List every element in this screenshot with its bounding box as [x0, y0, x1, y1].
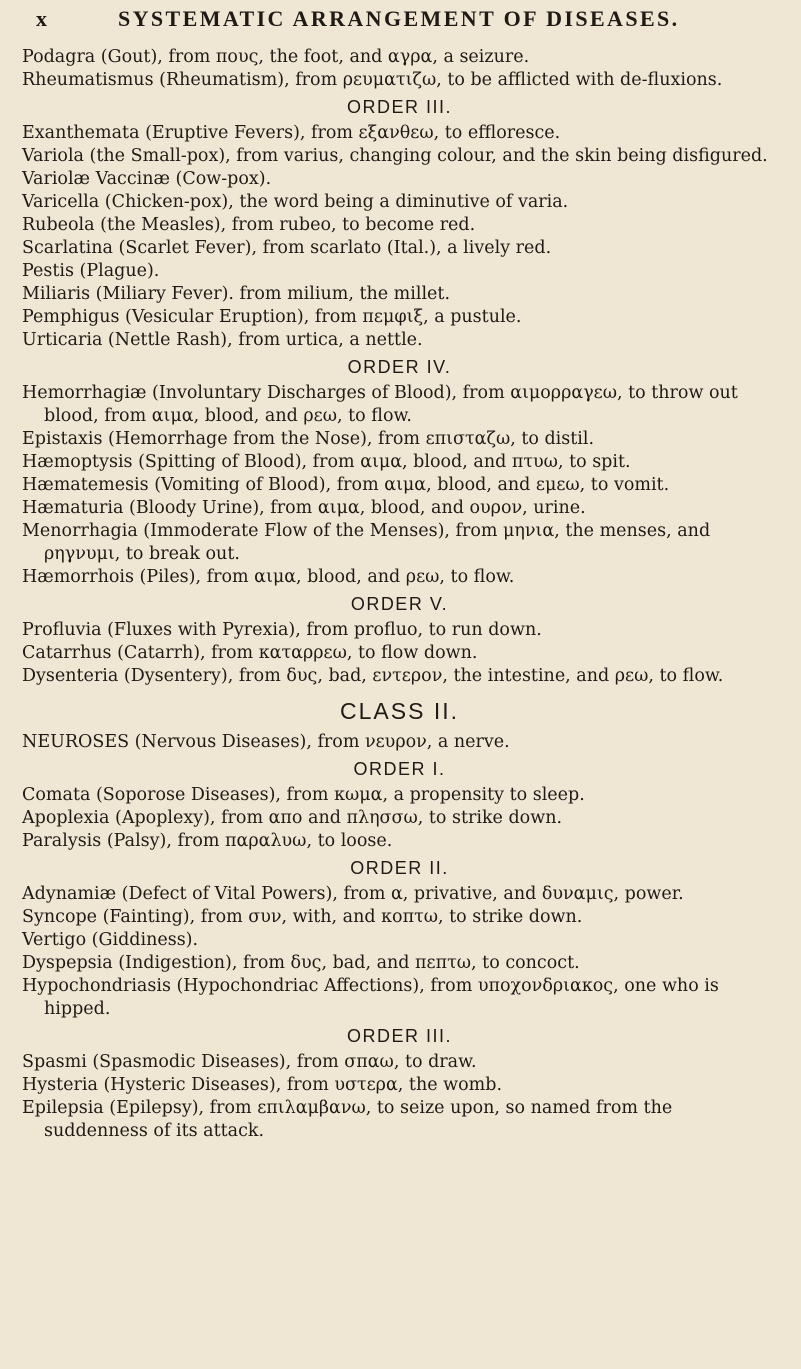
disease-entry: Variola (the Small-pox), from varius, changing colour, and the skin being disfigured.: [22, 146, 768, 166]
disease-entry: Profluvia (Fluxes with Pyrexia), from profluo, to run down.: [22, 620, 542, 640]
disease-entry: Epilepsia (Epilepsy), from επιλαμβανω, to seize upon, so named from the suddenness of its attack.: [22, 1098, 673, 1141]
order-heading: ORDER IV.: [347, 357, 452, 377]
disease-entry: Hæmoptysis (Spitting of Blood), from αιμα, blood, and πτυω, to spit.: [22, 452, 631, 472]
running-header: [22, 6, 777, 46]
class-heading: CLASS II.: [340, 698, 459, 724]
disease-entry: Rheumatismus (Rheumatism), from ρευματιζω, to be afflicted with de-fluxions.: [22, 70, 723, 90]
page-body: [22, 46, 777, 1143]
disease-entry: NEUROSES (Nervous Diseases), from νευρον, a nerve.: [22, 732, 510, 752]
disease-entry: Paralysis (Palsy), from παραλυω, to loose.: [22, 831, 393, 851]
disease-entry: Varicella (Chicken-pox), the word being a diminutive of varia.: [22, 192, 569, 212]
page-marker: x: [36, 6, 47, 31]
order-heading: ORDER I.: [353, 759, 446, 779]
disease-entry: Hypochondriasis (Hypochondriac Affections), from υποχονδριακος, one who is hipped.: [22, 976, 719, 1019]
disease-entry: Dyspepsia (Indigestion), from δυς, bad, and πεπτω, to concoct.: [22, 953, 580, 973]
disease-entry: Hæmorrhois (Piles), from αιμα, blood, and ρεω, to flow.: [22, 567, 515, 587]
disease-entry: Variolæ Vaccinæ (Cow-pox).: [22, 169, 272, 189]
disease-entry: Pestis (Plague).: [22, 261, 160, 281]
order-heading: ORDER III.: [346, 97, 452, 117]
disease-entry: Scarlatina (Scarlet Fever), from scarlato (Ital.), a lively red.: [22, 238, 552, 258]
disease-entry: Podagra (Gout), from πους, the foot, and αγρα, a seizure.: [22, 47, 530, 67]
disease-entry: Spasmi (Spasmodic Diseases), from σπαω, to draw.: [22, 1052, 477, 1072]
disease-entry: Pemphigus (Vesicular Eruption), from πεμφιξ, a pustule.: [22, 307, 522, 327]
disease-entry: Hæmaturia (Bloody Urine), from αιμα, blood, and ουρον, urine.: [22, 498, 586, 518]
disease-entry: Apoplexia (Apoplexy), from απο and πλησσω, to strike down.: [22, 808, 563, 828]
disease-entry: Urticaria (Nettle Rash), from urtica, a nettle.: [22, 330, 423, 350]
disease-entry: Menorrhagia (Immoderate Flow of the Menses), from μηνια, the menses, and ρηγνυμι, to break out.: [22, 521, 711, 564]
disease-entry: Adynamiæ (Defect of Vital Powers), from α, privative, and δυναμις, power.: [22, 884, 684, 904]
order-heading: ORDER III.: [346, 1026, 452, 1046]
disease-entry: Dysenteria (Dysentery), from δυς, bad, εντερον, the intestine, and ρεω, to flow.: [22, 666, 724, 686]
running-title: SYSTEMATIC ARRANGEMENT OF DISEASES.: [118, 6, 680, 31]
disease-entry: Hysteria (Hysteric Diseases), from υστερα, the womb.: [22, 1075, 503, 1095]
disease-entry: Exanthemata (Eruptive Fevers), from εξανθεω, to effloresce.: [22, 123, 561, 143]
disease-entry: Miliaris (Miliary Fever). from milium, the millet.: [22, 284, 451, 304]
order-heading: ORDER II.: [350, 858, 449, 878]
disease-entry: Hemorrhagiæ (Involuntary Discharges of Blood), from αιμορραγεω, to throw out blood, from αιμα, blood, and ρεω, to flow.: [22, 383, 738, 426]
order-heading: ORDER V.: [350, 594, 449, 614]
disease-entry: Hæmatemesis (Vomiting of Blood), from αιμα, blood, and εμεω, to vomit.: [22, 475, 670, 495]
disease-entry: Comata (Soporose Diseases), from κωμα, a propensity to sleep.: [22, 785, 585, 805]
disease-entry: Vertigo (Giddiness).: [22, 930, 199, 950]
disease-entry: Syncope (Fainting), from συν, with, and κοπτω, to strike down.: [22, 907, 583, 927]
disease-entry: Catarrhus (Catarrh), from καταρρεω, to flow down.: [22, 643, 478, 663]
disease-entry: Epistaxis (Hemorrhage from the Nose), from επισταζω, to distil.: [22, 429, 595, 449]
disease-entry: Rubeola (the Measles), from rubeo, to become red.: [22, 215, 476, 235]
